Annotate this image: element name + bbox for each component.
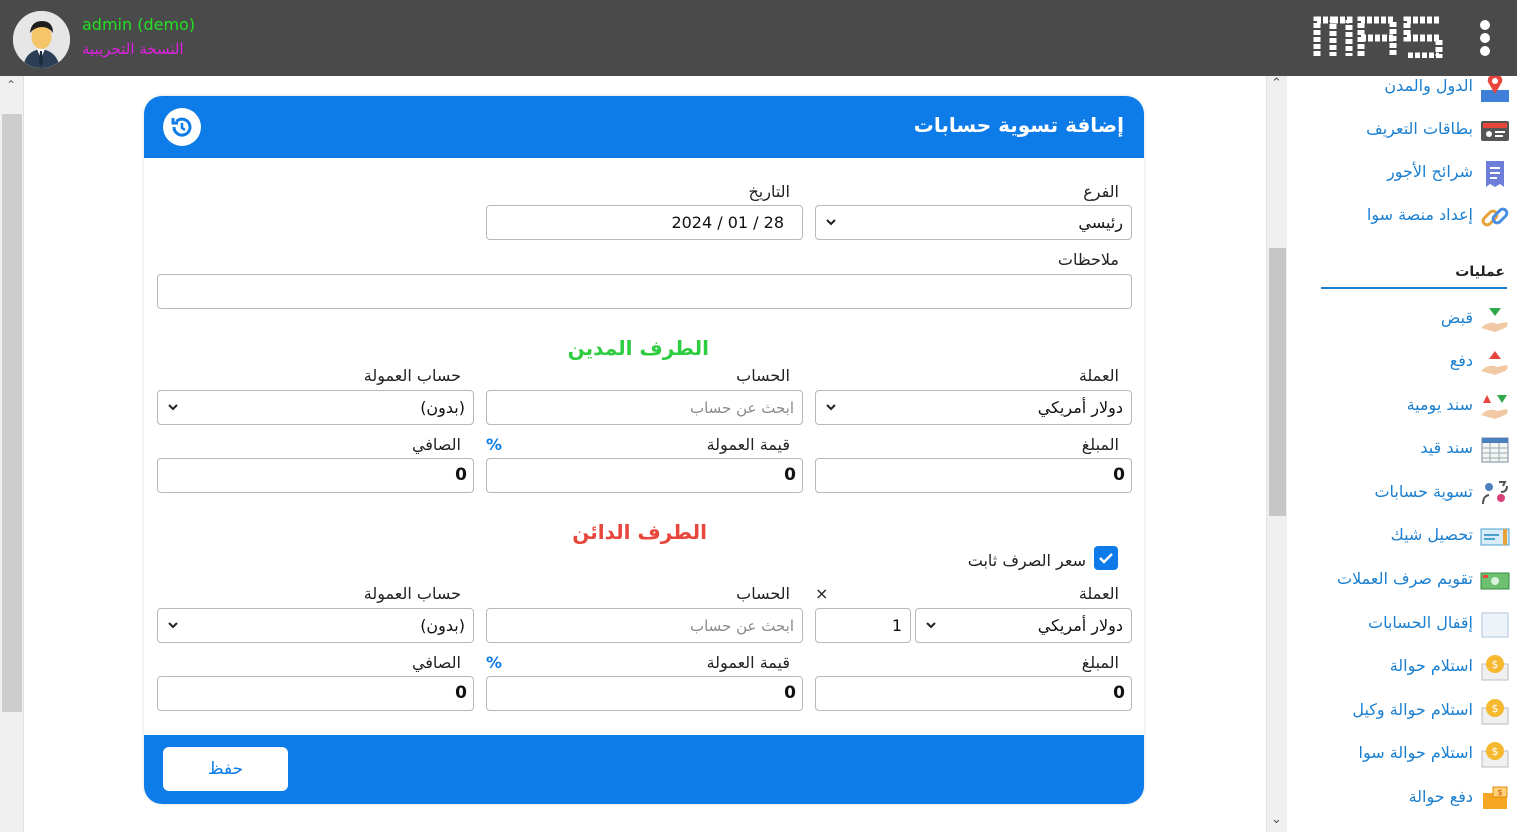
history-button[interactable] <box>163 108 201 146</box>
sidebar-item-label: استلام حوالة سوا <box>1358 743 1473 762</box>
sidebar-item-receive[interactable] <box>1291 302 1511 338</box>
sidebar-item-label: دفع حوالة <box>1408 787 1473 806</box>
chevron-down-icon <box>824 400 838 414</box>
debit-commission-value-label: قيمة العمولة <box>706 435 790 454</box>
rate-multiplier-symbol: × <box>815 584 829 603</box>
debit-account-placeholder: ابحث عن حساب <box>689 399 794 417</box>
debit-percent-toggle[interactable]: % <box>486 435 503 454</box>
sidebar-item-receive-agent-transfer[interactable] <box>1291 694 1511 730</box>
map-pin-icon <box>1479 76 1511 104</box>
sidebar-item-label: استلام حوالة وكيل <box>1352 700 1473 719</box>
credit-commission-account-label: حساب العمولة <box>363 584 461 603</box>
debit-commission-account-label: حساب العمولة <box>363 366 461 385</box>
sidebar-item-receive-transfer[interactable] <box>1291 650 1511 686</box>
debit-commission-account-select[interactable] <box>157 390 474 425</box>
credit-commission-value-label: قيمة العمولة <box>706 653 790 672</box>
checkmark-icon <box>1094 546 1118 570</box>
card-header <box>144 96 1144 158</box>
debit-currency-select[interactable] <box>815 390 1132 425</box>
scroll-up-icon[interactable]: ⌃ <box>6 78 17 92</box>
sidebar-item-label: تسوية حسابات <box>1374 482 1473 501</box>
sidebar-item-journal-voucher[interactable] <box>1291 389 1511 425</box>
credit-currency-label: العملة <box>1078 584 1119 603</box>
scroll-down-icon[interactable]: ⌄ <box>1271 812 1282 827</box>
credit-account-label: الحساب <box>736 584 790 603</box>
sidebar-item-pay[interactable] <box>1291 345 1511 381</box>
pay-hand-icon <box>1479 347 1511 379</box>
credit-commission-value: 0 <box>784 683 796 703</box>
chevron-down-icon <box>824 215 838 229</box>
chevron-down-icon <box>924 618 938 632</box>
money-icon <box>1479 565 1511 597</box>
credit-net-value: 0 <box>455 683 467 703</box>
exchange-rate-input[interactable] <box>815 608 911 643</box>
notes-input[interactable] <box>157 274 1132 309</box>
credit-percent-toggle[interactable]: % <box>486 653 503 672</box>
menu-kebab-icon[interactable] <box>1474 20 1496 56</box>
branch-value: رئيسي <box>1078 213 1123 232</box>
mas-logo <box>1313 16 1443 58</box>
id-card-icon <box>1479 115 1511 147</box>
credit-commission-account-select[interactable] <box>157 608 474 643</box>
date-label: التاريخ <box>748 182 790 201</box>
sidebar-item-label: سند قيد <box>1420 438 1473 457</box>
sidebar-item-label: تقويم صرف العملات <box>1337 569 1473 588</box>
credit-net-input[interactable] <box>157 676 474 711</box>
debit-net-value: 0 <box>455 465 467 485</box>
svg-text:$: $ <box>1491 702 1499 715</box>
sidebar-item-cheque-collection[interactable] <box>1291 519 1511 555</box>
credit-amount-label: المبلغ <box>1081 653 1119 672</box>
history-icon <box>163 108 201 146</box>
form-title: إضافة تسوية حسابات <box>913 113 1124 137</box>
credit-currency-select[interactable] <box>915 608 1132 643</box>
credit-currency-value: دولار أمريكي <box>1037 616 1123 635</box>
branch-select[interactable] <box>815 205 1132 240</box>
credit-net-label: الصافي <box>411 653 461 672</box>
sidebar-item-currency-revaluation[interactable] <box>1291 563 1511 599</box>
sidebar-menu <box>1287 76 1517 832</box>
sidebar-item-label: إقفال الحسابات <box>1368 613 1473 632</box>
chevron-down-icon <box>166 400 180 414</box>
credit-commission-account-value: (بدون) <box>420 616 465 635</box>
debit-account-search[interactable] <box>486 390 803 425</box>
table-icon <box>1479 434 1511 466</box>
credit-title: الطرف الدائن <box>572 520 707 544</box>
transfer-pay-icon <box>1479 783 1511 815</box>
debit-commission-value-input[interactable] <box>486 458 803 493</box>
sidebar-item-label: دفع <box>1449 351 1473 370</box>
sidebar-item-fee-brackets[interactable] <box>1291 156 1511 192</box>
user-edition: النسخة التجريبية <box>82 40 184 58</box>
sidebar-item-label: إعداد منصة سوا <box>1366 205 1473 224</box>
notes-label: ملاحظات <box>1057 250 1119 269</box>
debit-commission-account-value: (بدون) <box>420 398 465 417</box>
debit-net-label: الصافي <box>411 435 461 454</box>
sidebar-item-label: تحصيل شيك <box>1390 525 1473 544</box>
sidebar-item-pay-transfer[interactable] <box>1291 781 1511 817</box>
debit-account-label: الحساب <box>736 366 790 385</box>
receipt-icon <box>1479 158 1511 190</box>
sidebar-item-countries[interactable] <box>1291 76 1511 106</box>
receive-hand-icon <box>1479 304 1511 336</box>
sidebar-item-label: الدول والمدن <box>1384 76 1473 95</box>
credit-amount-value: 0 <box>1113 683 1125 703</box>
debit-currency-value: دولار أمريكي <box>1037 398 1123 417</box>
debit-currency-label: العملة <box>1078 366 1119 385</box>
branch-label: الفرع <box>1083 182 1119 201</box>
debit-net-input[interactable] <box>157 458 474 493</box>
link-icon <box>1479 201 1511 233</box>
envelope-dollar-icon <box>1479 652 1511 684</box>
chevron-down-icon <box>166 618 180 632</box>
scroll-up-icon[interactable]: ⌃ <box>1271 76 1282 91</box>
debit-amount-value: 0 <box>1113 465 1125 485</box>
svg-text:$: $ <box>1491 658 1499 671</box>
main-scrollbar[interactable] <box>1266 76 1287 832</box>
save-button[interactable]: حفظ <box>163 747 288 791</box>
credit-account-search[interactable] <box>486 608 803 643</box>
sidebar-item-sawa-setup[interactable] <box>1291 199 1511 235</box>
settlement-form-card <box>144 96 1144 804</box>
journal-hand-icon <box>1479 391 1511 423</box>
user-avatar[interactable] <box>13 11 70 68</box>
sidebar-item-label: بطاقات التعريف <box>1366 119 1473 138</box>
sidebar-item-settlement[interactable] <box>1291 476 1511 512</box>
operations-divider <box>1321 287 1507 289</box>
svg-text:$: $ <box>1497 788 1503 797</box>
debit-amount-label: المبلغ <box>1081 435 1119 454</box>
blank-page-icon <box>1479 609 1511 641</box>
credit-amount-input[interactable] <box>815 676 1132 711</box>
fixed-rate-label: سعر الصرف ثابت <box>967 551 1086 570</box>
sidebar-item-receive-sawa-transfer[interactable] <box>1291 737 1511 773</box>
operations-heading: عمليات <box>1455 264 1505 280</box>
sidebar-item-close-accounts[interactable] <box>1291 607 1511 643</box>
debit-commission-value: 0 <box>784 465 796 485</box>
sidebar-item-label: استلام حوالة <box>1389 656 1473 675</box>
date-value: 28 / 01 / 2024 <box>671 213 784 232</box>
credit-commission-value-input[interactable] <box>486 676 803 711</box>
date-input[interactable] <box>486 205 803 240</box>
sidebar-item-entry-voucher[interactable] <box>1291 432 1511 468</box>
main-scroll-thumb[interactable] <box>1269 248 1286 516</box>
cheque-icon <box>1479 521 1511 553</box>
envelope-dollar-icon <box>1479 739 1511 771</box>
svg-text:$: $ <box>1491 745 1499 758</box>
credit-account-placeholder: ابحث عن حساب <box>689 617 794 635</box>
user-name: admin (demo) <box>82 15 196 34</box>
exchange-rate-value: 1 <box>891 616 902 635</box>
debit-amount-input[interactable] <box>815 458 1132 493</box>
left-scroll-strip[interactable] <box>0 76 24 832</box>
sidebar-item-id-cards[interactable] <box>1291 113 1511 149</box>
left-scroll-thumb[interactable] <box>2 114 22 712</box>
fixed-rate-checkbox[interactable] <box>1094 546 1118 570</box>
envelope-dollar-icon <box>1479 696 1511 728</box>
top-bar <box>0 0 1517 76</box>
sidebar-item-label: سند يومية <box>1406 395 1473 414</box>
sidebar-item-label: شرائح الأجور <box>1387 162 1473 181</box>
debit-title: الطرف المدين <box>567 336 709 360</box>
settlement-icon <box>1479 478 1511 510</box>
card-footer <box>144 735 1144 804</box>
sidebar-item-label: قبض <box>1440 308 1473 327</box>
